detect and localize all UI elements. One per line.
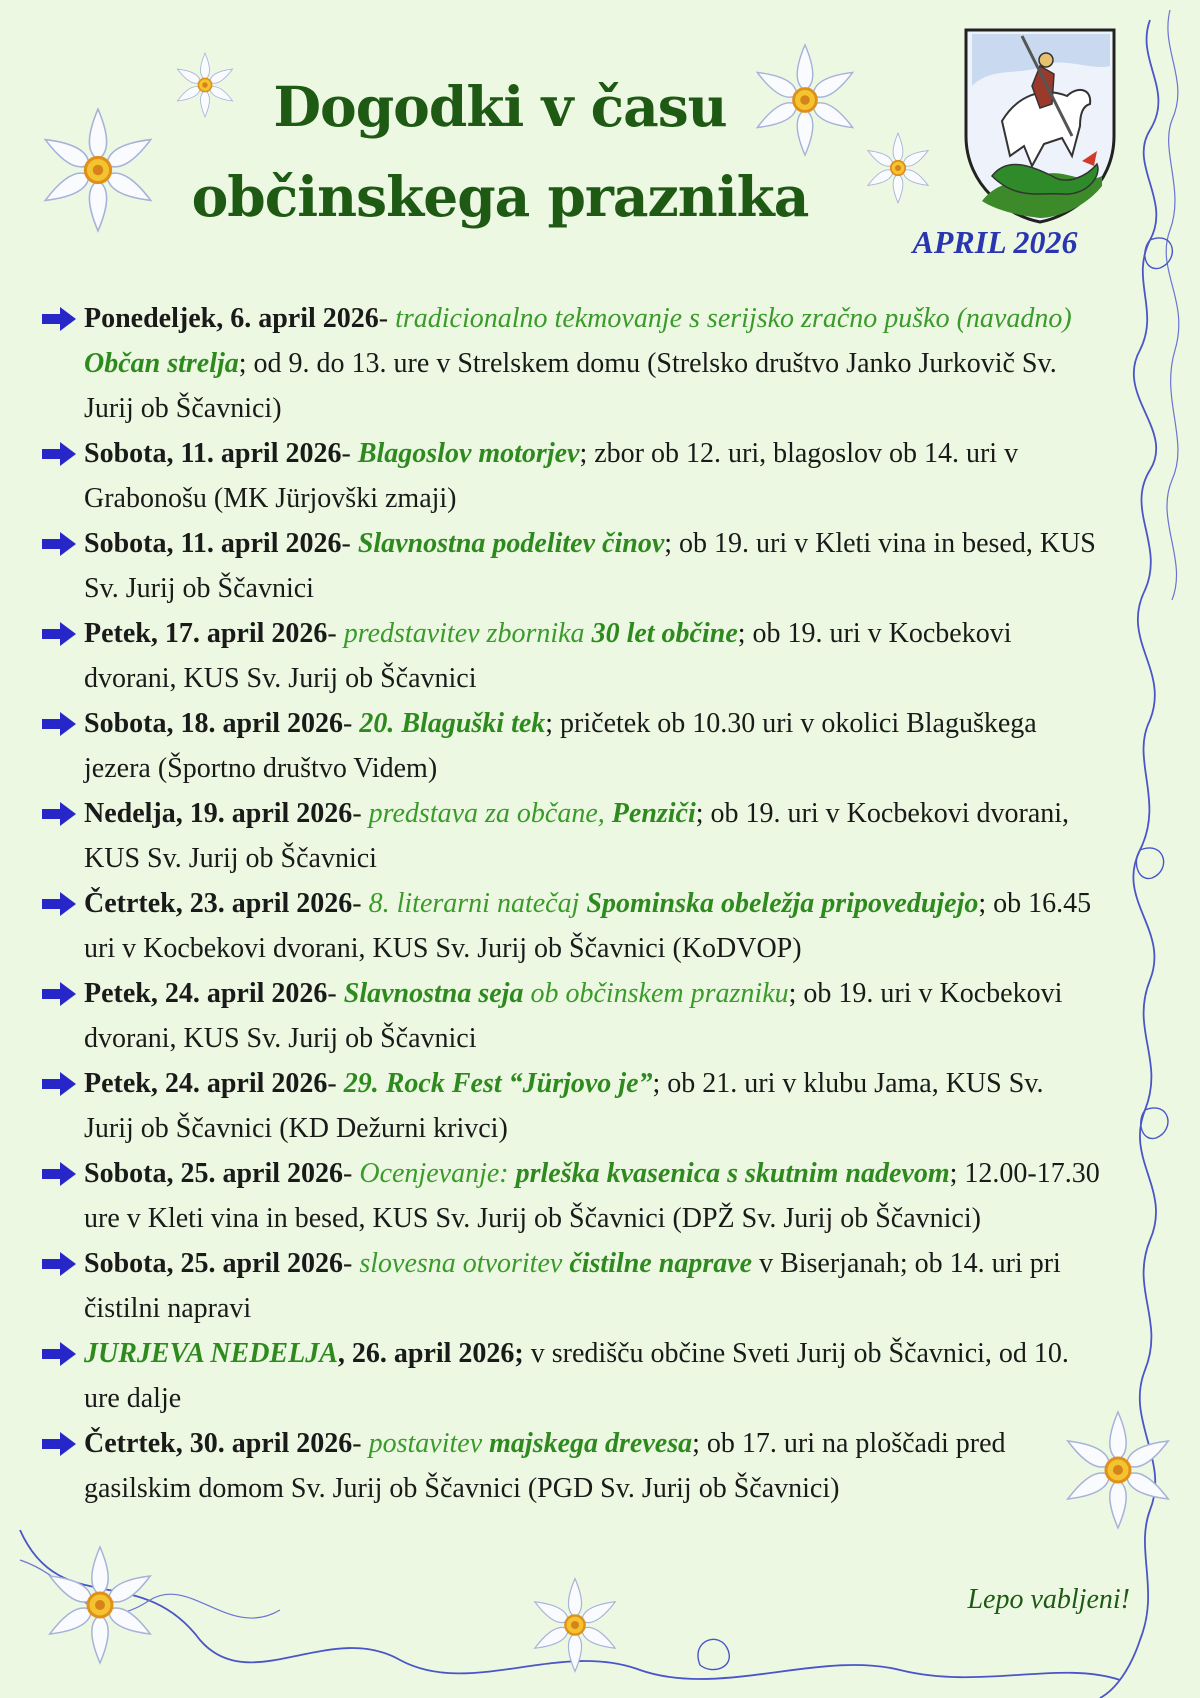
event-highlight: 20. Blaguški tek	[359, 708, 546, 739]
event-item	[40, 296, 1100, 431]
month-label: APRIL 2026	[912, 224, 1078, 260]
event-details: ; ob 19. uri v Kocbekovi dvorani, KUS Sv. Jurij ob Ščavnici	[84, 618, 1012, 694]
event-details: v središču občine Sveti Jurij ob Ščavnici, od 10. ure dalje	[84, 1338, 1069, 1414]
event-date: Nedelja, 19. april 2026	[84, 798, 353, 829]
arrow-right-icon	[40, 1251, 78, 1277]
event-details: ; pričetek ob 10.30 uri v okolici Blaguškega jezera (Športno društvo Videm)	[84, 708, 1037, 784]
event-highlight: slovesna otvoritev	[359, 1248, 570, 1279]
event-date: Sobota, 25. april 2026	[84, 1158, 344, 1189]
event-highlight: postavitev	[368, 1428, 490, 1459]
event-highlight: JURJEVA NEDELJA	[84, 1338, 338, 1369]
event-separator: -	[352, 798, 369, 829]
event-item	[40, 971, 1100, 1061]
event-separator: -	[327, 1068, 344, 1099]
event-highlight: 8. literarni natečaj	[368, 888, 587, 919]
narcissus-flower	[41, 109, 155, 231]
event-highlight: prleška kvasenica s skutnim nadevom	[515, 1158, 950, 1189]
event-highlight: čistilne naprave	[569, 1248, 753, 1279]
event-date: Sobota, 11. april 2026	[84, 438, 342, 469]
event-item	[40, 791, 1100, 881]
event-details: ; ob 19. uri v Kocbekovi dvorani, KUS Sv. Jurij ob Ščavnici	[84, 798, 1070, 874]
arrow-right-icon	[40, 801, 78, 827]
event-item	[40, 1421, 1100, 1511]
arrow-right-icon	[40, 441, 78, 467]
event-item	[40, 881, 1100, 971]
event-details: ; ob 21. uri v klubu Jama, KUS Sv. Jurij ob Ščavnici (KD Dežurni krivci)	[84, 1068, 1044, 1144]
arrow-right-icon	[40, 1341, 78, 1367]
closing-note: Lepo vabljeni!	[967, 1584, 1130, 1615]
arrow-right-icon	[40, 531, 78, 557]
event-highlight: predstavitev zbornika	[343, 618, 592, 649]
arrow-right-icon	[40, 621, 78, 647]
event-highlight: Blagoslov motorjev	[357, 438, 580, 469]
event-date: Petek, 24. april 2026	[84, 978, 328, 1009]
event-date: Sobota, 11. april 2026	[84, 528, 342, 559]
narcissus-flower	[532, 1579, 619, 1672]
event-item	[40, 1061, 1100, 1151]
event-highlight: predstava za občane,	[368, 798, 612, 829]
narcissus-flower	[865, 133, 930, 203]
event-details: ; 12.00-17.30 ure v Kleti vina in besed, KUS Sv. Jurij ob Ščavnici (DPŽ Sv. Jurij ob Ščavnici)	[84, 1158, 1100, 1234]
event-highlight: Slavnostna podelitev činov	[357, 528, 665, 559]
event-item	[40, 1241, 1100, 1331]
event-highlight: Občan strelja	[84, 348, 239, 379]
event-highlight: Penziči	[611, 798, 696, 829]
event-date: Ponedeljek, 6. april 2026	[84, 303, 379, 334]
event-date: Četrtek, 30. april 2026	[84, 1428, 353, 1459]
event-date: Sobota, 18. april 2026	[84, 708, 344, 739]
event-details: ; ob 17. uri na ploščadi pred gasilskim domom Sv. Jurij ob Ščavnici (PGD Sv. Jurij ob Ščavnici)	[84, 1428, 1006, 1504]
event-item	[40, 701, 1100, 791]
event-date: Četrtek, 23. april 2026	[84, 888, 353, 919]
arrow-right-icon	[40, 1161, 78, 1187]
event-list	[40, 296, 1100, 1511]
event-highlight: Slavnostna seja	[343, 978, 524, 1009]
arrow-right-icon	[40, 306, 78, 332]
event-highlight: Ocenjevanje:	[359, 1158, 516, 1189]
arrow-right-icon	[40, 1431, 78, 1457]
event-date: Petek, 24. april 2026	[84, 1068, 328, 1099]
page-title	[150, 62, 850, 242]
event-separator: -	[341, 528, 358, 559]
narcissus-flower	[46, 1547, 155, 1663]
coat-of-arms	[962, 26, 1118, 226]
event-separator: -	[343, 708, 360, 739]
event-details: ; ob 19. uri v Kleti vina in besed, KUS Sv. Jurij ob Ščavnici	[84, 528, 1096, 604]
event-item	[40, 611, 1100, 701]
arrow-right-icon	[40, 1071, 78, 1097]
event-highlight: , 26. april 2026;	[337, 1338, 524, 1369]
event-separator: -	[378, 303, 396, 334]
event-item	[40, 1331, 1100, 1421]
event-separator: -	[352, 1428, 369, 1459]
event-separator: -	[341, 438, 358, 469]
arrow-right-icon	[40, 891, 78, 917]
event-date: Petek, 17. april 2026	[84, 618, 328, 649]
event-highlight: tradicionalno tekmovanje s serijsko zračno puško (navadno)	[395, 303, 1072, 334]
title-line-1: Dogodki v času	[273, 74, 727, 139]
title-line-2: občinskega praznika	[191, 164, 809, 229]
event-item	[40, 431, 1100, 521]
event-details: ; ob 19. uri v Kocbekovi dvorani, KUS Sv. Jurij ob Ščavnici	[84, 978, 1063, 1054]
event-highlight: ob občinskem prazniku	[523, 978, 789, 1009]
event-item	[40, 521, 1100, 611]
event-separator: -	[352, 888, 369, 919]
event-highlight: 30 let občine	[591, 618, 738, 649]
event-highlight: 29. Rock Fest “Jürjovo je”	[343, 1068, 653, 1099]
event-highlight: majskega drevesa	[489, 1428, 693, 1459]
arrow-right-icon	[40, 711, 78, 737]
event-item	[40, 1151, 1100, 1241]
arrow-right-icon	[40, 981, 78, 1007]
event-details: ; od 9. do 13. ure v Strelskem domu (Strelsko društvo Janko Jurkovič Sv. Jurij ob Ščavnici)	[84, 348, 1057, 424]
event-date: Sobota, 25. april 2026	[84, 1248, 344, 1279]
event-separator: -	[343, 1158, 360, 1189]
event-highlight: Spominska obeležja pripovedujejo	[586, 888, 979, 919]
event-separator: -	[327, 618, 344, 649]
event-details: ; zbor ob 12. uri, blagoslov ob 14. uri v Grabonošu (MK Jürjovški zmaji)	[84, 438, 1019, 514]
event-details: ; ob 16.45 uri v Kocbekovi dvorani, KUS Sv. Jurij ob Ščavnici (KoDVOP)	[84, 888, 1092, 964]
event-details: v Biserjanah; ob 14. uri pri čistilni napravi	[84, 1248, 1061, 1324]
event-separator: -	[343, 1248, 360, 1279]
event-separator: -	[327, 978, 344, 1009]
